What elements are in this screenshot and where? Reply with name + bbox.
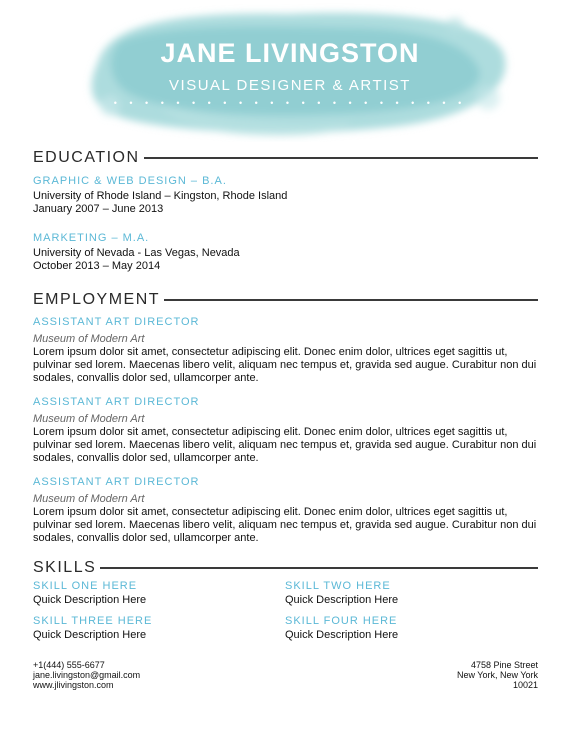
- job-role: ASSISTANT ART DIRECTOR: [33, 316, 200, 328]
- company: Museum of Modern Art: [33, 493, 145, 505]
- employment-item: [33, 475, 538, 545]
- dates: January 2007 – June 2013: [33, 203, 164, 215]
- header-banner: [40, 2, 540, 142]
- employment-heading-label: EMPLOYMENT: [33, 291, 161, 308]
- education-item: [33, 174, 538, 216]
- education-heading-label: EDUCATION: [33, 149, 140, 166]
- degree-title: GRAPHIC & WEB DESIGN – B.A.: [33, 175, 227, 187]
- job-description: Lorem ipsum dolor sit amet, consectetur adipiscing elit. Donec enim dolor, ultrices eget sagittis ut, pulvinar sed lorem. Maecenas libero velit, aliquam nec tempus et, gravida sed augue. Curabitur non dui sodales, convallis dolor sed, ullamcorper ante.: [33, 426, 537, 464]
- skill-description: Quick Description Here: [285, 629, 399, 641]
- skill-name: SKILL THREE HERE: [33, 615, 153, 627]
- contact-info: [33, 660, 140, 690]
- skills-heading: [33, 559, 538, 577]
- company: Museum of Modern Art: [33, 413, 145, 425]
- candidate-name: JANE LIVINGSTON: [160, 38, 420, 68]
- skill-item: [33, 580, 146, 607]
- education-rule: [144, 157, 538, 159]
- company: Museum of Modern Art: [33, 333, 145, 345]
- street-address: 4758 Pine Street: [470, 660, 538, 670]
- education-item: [33, 231, 538, 273]
- school: University of Nevada - Las Vegas, Nevada: [33, 247, 240, 259]
- email-address: jane.livingston@gmail.com: [33, 670, 141, 680]
- website: www.jlivingston.com: [33, 680, 114, 690]
- skill-item: [33, 615, 152, 642]
- mailing-address: [457, 660, 538, 690]
- zip-code: 10021: [512, 680, 538, 690]
- dates: October 2013 – May 2014: [33, 260, 161, 272]
- employment-item: [33, 315, 538, 385]
- skill-description: Quick Description Here: [33, 629, 147, 641]
- skill-item: [285, 580, 398, 607]
- job-role: ASSISTANT ART DIRECTOR: [33, 396, 200, 408]
- school: University of Rhode Island – Kingston, Rhode Island: [33, 190, 288, 202]
- job-description: Lorem ipsum dolor sit amet, consectetur adipiscing elit. Donec enim dolor, ultrices eget sagittis ut, pulvinar sed lorem. Maecenas libero velit, aliquam nec tempus et, gravida sed augue. Curabitur non dui sodales, convallis dolor sed, ullamcorper ante.: [33, 506, 537, 544]
- dotted-divider: • • • • • • • • • • • • • • • • • • • • • • •: [113, 98, 467, 108]
- phone-number: +1(444) 555-6677: [33, 660, 105, 670]
- skill-name: SKILL ONE HERE: [33, 580, 138, 592]
- job-description: Lorem ipsum dolor sit amet, consectetur adipiscing elit. Donec enim dolor, ultrices eget sagittis ut, pulvinar sed lorem. Maecenas libero velit, aliquam nec tempus et, gravida sed augue. Curabitur non dui sodales, convallis dolor sed, ullamcorper ante.: [33, 346, 537, 384]
- employment-heading: [33, 291, 538, 309]
- skill-name: SKILL FOUR HERE: [285, 615, 398, 627]
- education-heading: [33, 149, 538, 167]
- skill-description: Quick Description Here: [285, 594, 399, 606]
- degree-title: MARKETING – M.A.: [33, 232, 150, 244]
- job-role: ASSISTANT ART DIRECTOR: [33, 476, 200, 488]
- city-state: New York, New York: [456, 670, 538, 680]
- skill-description: Quick Description Here: [33, 594, 147, 606]
- skills-rule: [100, 567, 538, 569]
- skills-heading-label: SKILLS: [33, 559, 97, 576]
- candidate-title: VISUAL DESIGNER & ARTIST: [169, 77, 411, 94]
- employment-item: [33, 395, 538, 465]
- skill-item: [285, 615, 398, 642]
- employment-rule: [164, 299, 538, 301]
- skill-name: SKILL TWO HERE: [285, 580, 391, 592]
- watercolor-splash: [40, 2, 540, 142]
